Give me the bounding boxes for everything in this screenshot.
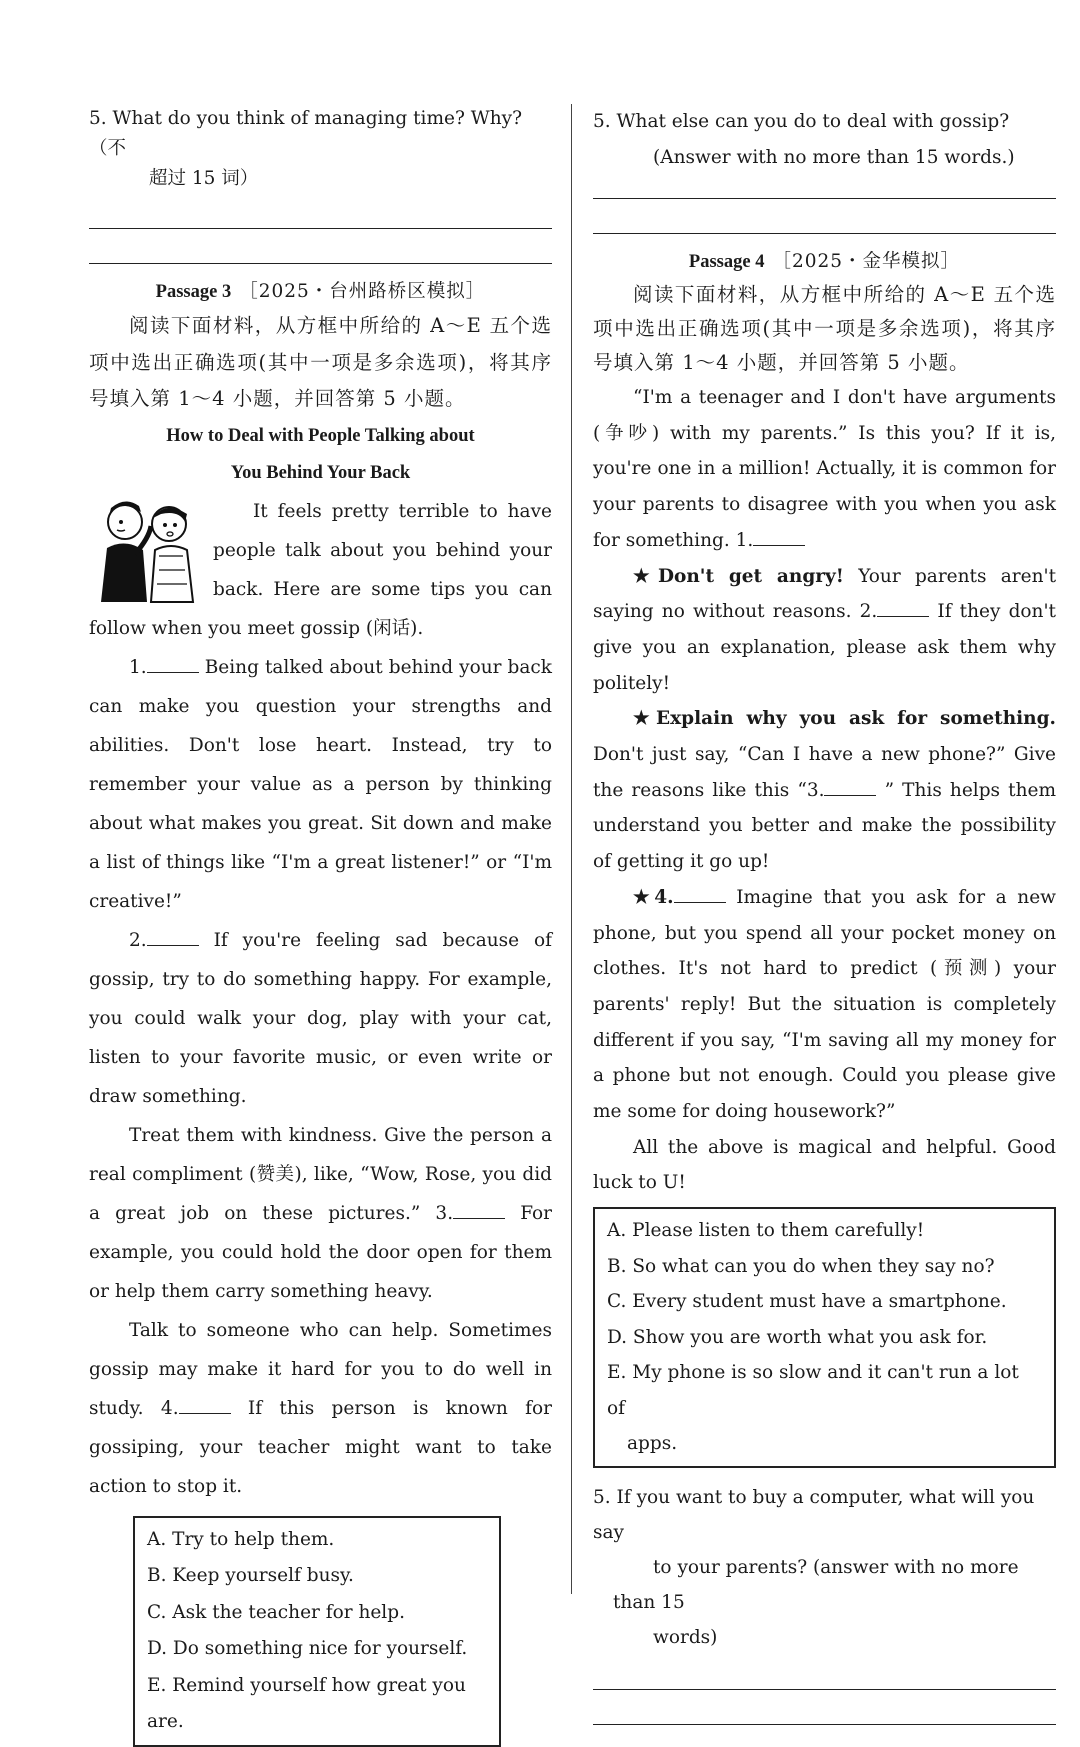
blank-1[interactable] <box>753 545 805 546</box>
paragraph-text: Talk to someone who can help. Sometimes gossip may make it hard for you to do well in study. <box>89 1319 552 1419</box>
blank-4[interactable] <box>179 1413 231 1414</box>
paragraph <box>593 380 1056 559</box>
option-d: D. Show you are worth what you ask for. <box>607 1326 988 1348</box>
paragraph-text: Being talked about behind your back can make you question your strengths and abilities. Don't lose heart. Instead, try to remember your value as a person by thinking about what makes you great. Sit down and make a list of things like “I'm a great listener!” or “I'm creative!” <box>89 656 552 912</box>
paragraph: It feels pretty terrible to have people talk about you behind your back. Here are some tips you can follow when you meet gossip (闲话). <box>89 500 552 639</box>
article-title-line: You Behind Your Back <box>230 462 411 483</box>
column-divider <box>571 104 572 1594</box>
tip-heading: ★Explain why you ask for something. <box>633 708 1056 730</box>
article-body <box>593 380 1056 1201</box>
option-a: A. Try to help them. <box>147 1528 335 1550</box>
article-body <box>89 492 552 1506</box>
paragraph-text: If this person is known for gossiping, your teacher might want to take action to stop it. <box>89 1397 552 1497</box>
paragraph: All the above is magical and helpful. Good luck to U! <box>593 1136 1056 1194</box>
option-d: D. Do something nice for yourself. <box>147 1638 468 1659</box>
option-a: A. Please listen to them carefully! <box>607 1220 925 1242</box>
paragraph-text: Treat them with kindness. Give the person a real compliment (赞美), like, “Wow, Rose, you did a great job on these pictures.” 3. <box>89 1124 552 1224</box>
right-column <box>593 104 1056 1725</box>
question-5-previous <box>593 104 1056 176</box>
instructions: 阅读下面材料，从方框中所给的 A～E 五个选项中选出正确选项(其中一项是多余选项)，将其序号填入第 1～4 小题，并回答第 5 小题。 <box>89 314 552 410</box>
paragraph-text: ” This helps them understand you better and make the possibility of getting it go up! <box>593 779 1056 873</box>
answer-line[interactable] <box>89 194 552 229</box>
option-b: B. So what can you do when they say no? <box>607 1255 995 1277</box>
paragraph-text: “I'm a teenager and I don't have arguments (争吵) with my parents.” Is this you? If it is, you're one in a million! Actually, it is common for your parents to disagree with you when you ask for something. 1. <box>593 387 1056 551</box>
passage-source: ［2025・台州路桥区模拟］ <box>239 281 486 302</box>
article-title <box>89 418 552 492</box>
article-title-line: How to Deal with People Talking about <box>166 425 475 446</box>
question-text: 5. What else can you do to deal with gossip? <box>593 111 1010 132</box>
gossip-illustration <box>89 492 201 604</box>
paragraph-text: Don't just say, “Can I have a new phone?” Give the reasons like this “3. <box>593 744 1056 801</box>
question-text-cont: words) <box>653 1626 718 1648</box>
question-text: 5. If you want to buy a computer, what will you say <box>593 1486 1035 1543</box>
passage-label: Passage 4 <box>688 252 765 272</box>
option-e: E. Remind yourself how great you are. <box>147 1674 466 1732</box>
question-text-cont: 超过 15 词） <box>149 168 259 189</box>
answer-line[interactable] <box>593 1690 1056 1725</box>
paragraph <box>89 648 552 921</box>
passage-title <box>593 246 1056 278</box>
options-box <box>593 1207 1056 1468</box>
blank-2[interactable] <box>147 945 199 946</box>
option-c: C. Ask the teacher for help. <box>147 1601 405 1623</box>
option-b: B. Keep yourself busy. <box>147 1565 354 1586</box>
answer-line[interactable] <box>593 1655 1056 1690</box>
left-column <box>89 104 552 1747</box>
blank-number: 2. <box>129 929 147 951</box>
blank-4[interactable] <box>674 902 726 903</box>
paragraph <box>593 880 1056 1130</box>
paragraph-text: Imagine that you ask for a new phone, but you spend all your pocket money on clothes. It's not hard to predict (预测) your parents' reply! But the situation is completely different if you say, “I'm saving all my money for a phone but not enough. Could you please give me some for doing housework?” <box>593 886 1056 1123</box>
options-box <box>133 1516 501 1747</box>
passage-label: Passage 3 <box>155 282 232 302</box>
paragraph <box>89 921 552 1116</box>
paragraph-text: For example, you could hold the door open for them or help them carry something heavy. <box>89 1202 552 1302</box>
blank-3[interactable] <box>453 1218 505 1219</box>
paragraph <box>593 701 1056 880</box>
question-text-cont: to your parents? (answer with no more than 15 <box>613 1556 1019 1613</box>
question-5-previous <box>89 104 552 194</box>
option-c: C. Every student must have a smartphone. <box>607 1291 1007 1313</box>
blank-2[interactable] <box>877 616 929 617</box>
answer-line[interactable] <box>593 199 1056 234</box>
paragraph-text: If you're feeling sad because of gossip, try to do something happy. For example, you could walk your dog, play with your cat, listen to your favorite music, or even write or draw something. <box>89 929 552 1107</box>
question-5 <box>593 1480 1056 1655</box>
option-e-cont: apps. <box>627 1433 678 1455</box>
paragraph <box>89 1311 552 1506</box>
blank-number: 4. <box>160 1397 179 1419</box>
instructions: 阅读下面材料，从方框中所给的 A～E 五个选项中选出正确选项(其中一项是多余选项)，将其序号填入第 1～4 小题，并回答第 5 小题。 <box>593 283 1056 374</box>
tip-heading: ★4. <box>633 886 674 908</box>
blank-3[interactable] <box>824 795 876 796</box>
passage-source: ［2025・金华模拟］ <box>772 251 961 272</box>
answer-line[interactable] <box>89 229 552 264</box>
paragraph-text: If they don't give you an explanation, please ask them why politely! <box>593 601 1056 694</box>
passage-title <box>89 276 552 308</box>
blank-number: 1. <box>129 656 147 678</box>
question-text-cont: (Answer with no more than 15 words.) <box>653 147 1015 168</box>
answer-line[interactable] <box>593 176 1056 199</box>
question-text: 5. What do you think of managing time? Why?（不 <box>89 108 523 159</box>
paragraph <box>593 559 1056 702</box>
tip-heading: ★Don't get angry! <box>633 565 844 587</box>
blank-1[interactable] <box>147 672 199 673</box>
paragraph-text: Your parents aren't saying no without reasons. 2. <box>593 565 1056 623</box>
option-e: E. My phone is so slow and it can't run a lot of <box>607 1362 1019 1419</box>
paragraph <box>89 1116 552 1311</box>
